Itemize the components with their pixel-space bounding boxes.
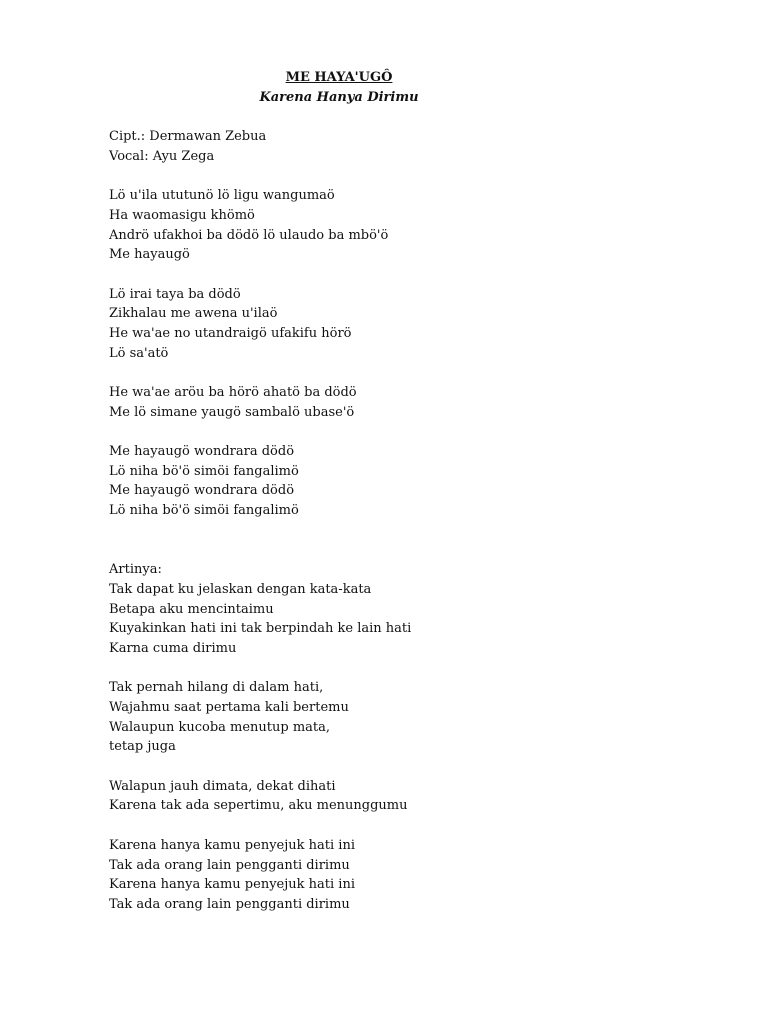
translation-heading: Artinya: <box>109 562 162 578</box>
document-page <box>109 68 669 934</box>
lyric-line: Zikhalau me awena u'ilaö <box>109 306 278 322</box>
lyric-line: Me hayaugö wondrara dödö <box>109 483 295 499</box>
lyric-line: Me hayaugö <box>109 247 190 263</box>
translation-line: tetap juga <box>109 739 176 755</box>
spacer <box>109 915 669 935</box>
lyric-line: Lö irai taya ba dödö <box>109 286 241 302</box>
spacer <box>109 422 669 442</box>
lyric-line: Ha waomasigu khömö <box>109 207 255 223</box>
spacer <box>109 107 669 127</box>
translation-line: Walaupun kucoba menutup mata, <box>109 719 331 735</box>
translation-line: Karena hanya kamu penyejuk hati ini <box>109 837 355 853</box>
translation-line: Kuyakinkan hati ini tak berpindah ke lain hati <box>109 621 412 637</box>
vocal-credit: Vocal: Ayu Zega <box>109 148 215 164</box>
lyric-line: He wa'ae aröu ba hörö ahatö ba dödö <box>109 385 357 400</box>
translation-line: Tak pernah hilang di dalam hati, <box>109 680 324 696</box>
lyric-line: Me lö simane yaugö sambalö ubase'ö <box>109 404 355 420</box>
song-subtitle: Karena Hanya Dirimu <box>259 89 419 105</box>
spacer <box>109 757 669 777</box>
lyric-stanza <box>109 383 669 422</box>
song-title: ME HAYA'UGÔ <box>285 70 393 85</box>
translation-line: Walapun jauh dimata, dekat dihati <box>109 778 336 794</box>
lyric-stanza <box>109 285 669 364</box>
translation-line: Karna cuma dirimu <box>109 640 237 656</box>
lyric-line: Lö niha bö'ö simöi fangalimö <box>109 463 299 479</box>
lyrics-section <box>109 186 669 540</box>
lyric-line: Andrö ufakhoi ba dödö lö ulaudo ba mbö'ö <box>109 227 389 243</box>
translation-line: Karena hanya kamu penyejuk hati ini <box>109 877 355 893</box>
spacer <box>109 363 669 383</box>
translation-section <box>109 580 669 934</box>
translation-stanza <box>109 836 669 915</box>
translation-stanza <box>109 580 669 659</box>
spacer <box>109 265 669 285</box>
lyric-stanza <box>109 442 669 521</box>
translation-line: Tak ada orang lain pengganti dirimu <box>109 896 350 912</box>
translation-line: Tak dapat ku jelaskan dengan kata-kata <box>109 581 372 597</box>
composer-credit: Cipt.: Dermawan Zebua <box>109 129 267 145</box>
spacer <box>109 521 669 541</box>
spacer <box>109 541 669 561</box>
translation-line: Wajahmu saat pertama kali bertemu <box>109 700 349 715</box>
translation-stanza <box>109 777 669 816</box>
lyric-stanza <box>109 186 669 265</box>
translation-line: Karena tak ada sepertimu, aku menunggumu <box>109 798 408 814</box>
lyric-line: He wa'ae no utandraigö ufakifu hörö <box>109 325 352 341</box>
translation-stanza <box>109 678 669 757</box>
lyric-line: Lö u'ila ututunö lö ligu wangumaö <box>109 188 335 204</box>
translation-line: Betapa aku mencintaimu <box>109 601 274 617</box>
spacer <box>109 659 669 679</box>
lyric-line: Lö niha bö'ö simöi fangalimö <box>109 503 299 519</box>
translation-line: Tak ada orang lain pengganti dirimu <box>109 857 350 873</box>
lyric-line: Lö sa'atö <box>109 345 169 361</box>
lyric-line: Me hayaugö wondrara dödö <box>109 444 295 460</box>
spacer <box>109 816 669 836</box>
spacer <box>109 166 669 186</box>
